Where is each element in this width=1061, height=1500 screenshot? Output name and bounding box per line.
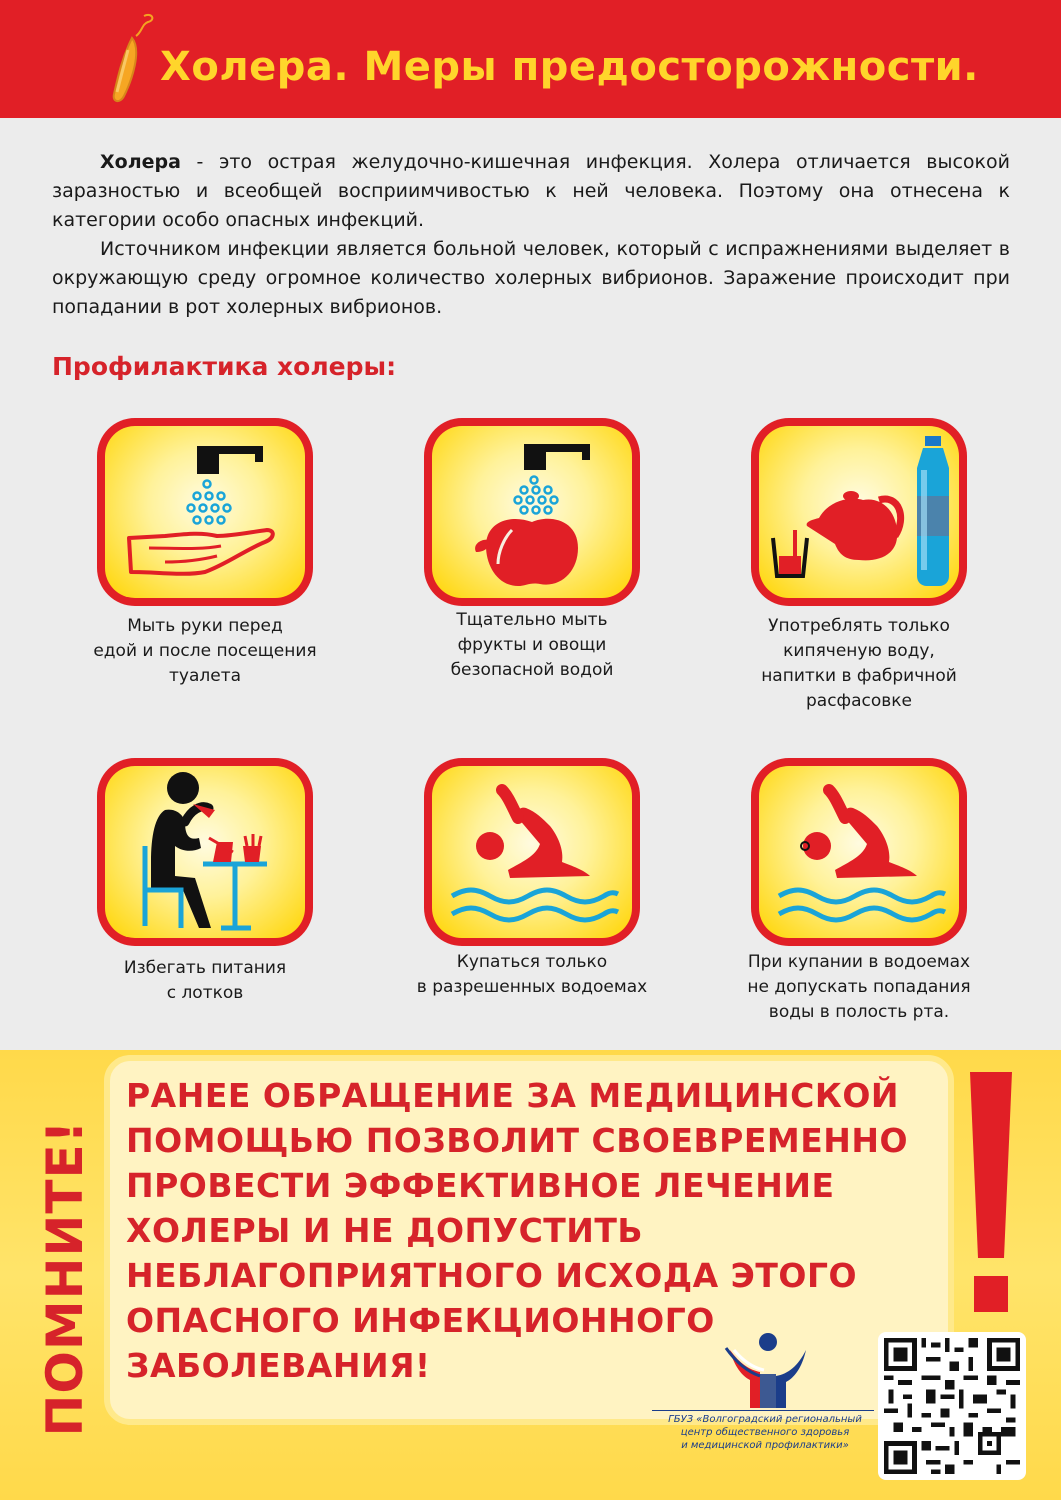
measure-caption-washing-fruit: Тщательно мыть фрукты и овощи безопасной водой [450,610,614,680]
measure-card-no-water-in-mouth [751,758,967,946]
intro-paragraph-2: Источником инфекции является больной человек, который с испражнениями выделяет в окружающую среду огромное количество холерных вибрионов. Заражение происходит при попадании в рот холерных вибрионов. [52,238,1010,318]
organization-name: ГБУЗ «Волгоградский региональный центр общественного здоровья и медицинской профилактики» [668,1414,862,1451]
measure-caption-swimming: Купаться только в разрешенных водоемах [416,952,648,997]
measure-card-swimming [424,758,640,946]
measure-caption-street-food: Избегать питания с лотков [123,958,287,1003]
washing-fruit-icon [432,426,632,598]
measure-caption-hand-washing: Мыть руки перед едой и после посещения туалета [93,616,317,686]
vibrio-icon [102,10,158,110]
intro-paragraph-1 [52,148,1010,235]
swimmer-icon [432,766,632,938]
hand-washing-icon [105,426,305,598]
intro-definition: - это острая желудочно-кишечная инфекция. Холера отличается высокой заразностью и всеобщей восприимчивостью к ней человека. Поэтому она отнесена к категории особо опасных инфекций. [52,151,1010,231]
measure-card-street-food [97,758,313,946]
prevention-heading: Профилактика холеры: [52,352,397,381]
page-title: Холера. Меры предосторожности. [160,44,979,90]
measure-caption-no-water-in-mouth: При купании в водоемах не допускать попадания воды в полость рта. [747,952,971,1022]
measure-card-hand-washing [97,418,313,606]
warning-message: РАНЕЕ ОБРАЩЕНИЕ ЗА МЕДИЦИНСКОЙ ПОМОЩЬЮ ПОЗВОЛИТ СВОЕВРЕМЕННО ПРОВЕСТИ ЭФФЕКТИВНОЕ ЛЕЧЕНИЕ ХОЛЕРЫ И НЕ ДОПУСТИТЬ НЕБЛАГОПРИЯТНОГО ИСХОДА ЭТОГО ОПАСНОГО ИНФЕКЦИОННОГО ЗАБОЛЕВАНИЯ! [126,1076,909,1385]
remember-label: ПОМНИТЕ! [36,1119,94,1437]
qr-code-icon [884,1338,1020,1474]
intro-term: Холера [100,151,181,173]
remember-label-wrap [30,1068,100,1488]
swimmer-mouth-closed-icon [759,766,959,938]
intro-text [52,148,1010,322]
measure-card-boiled-water [751,418,967,606]
organization-logo [720,1330,810,1410]
organization-divider [652,1410,874,1411]
qr-code[interactable] [878,1332,1026,1480]
street-food-icon [105,766,305,938]
exclamation-icon [966,1068,1016,1318]
boiled-water-icon [759,426,959,598]
measure-caption-boiled-water: Употреблять только кипяченую воду, напитки в фабричной расфасовке [761,616,957,711]
measure-card-washing-fruit [424,418,640,606]
